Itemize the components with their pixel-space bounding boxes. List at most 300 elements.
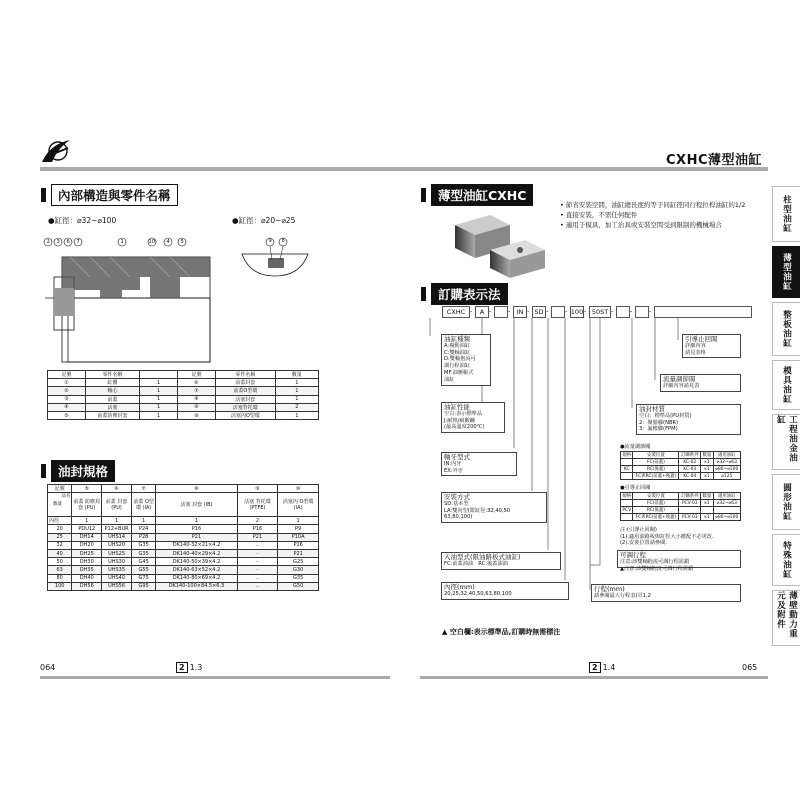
cell: x1 xyxy=(701,473,713,480)
cell: DH20 xyxy=(72,541,102,549)
balloon: 10 xyxy=(148,238,156,245)
chapter-ref: 1.4 xyxy=(602,663,616,672)
cell: ⌀32~⌀63 xyxy=(713,500,740,507)
cell: UHS40 xyxy=(102,574,132,582)
cell: UHS25 xyxy=(102,549,132,557)
table-row xyxy=(48,525,319,533)
cell: 1 xyxy=(275,395,318,403)
cell: 活塞 xyxy=(85,403,139,411)
balloon-labels-left xyxy=(47,239,197,247)
dash: - xyxy=(649,307,652,315)
spec-line: A:複動油缸 xyxy=(444,342,470,349)
chapter-chip: 2 xyxy=(176,662,188,673)
cell: ⌀125 xyxy=(713,473,740,480)
spec-title: 油封材質 xyxy=(639,405,665,413)
spec-mount xyxy=(441,492,547,523)
cell: UHS30 xyxy=(102,558,132,566)
spec-line: 空白：標準品(PU材質) xyxy=(639,412,692,419)
table-row xyxy=(621,514,741,521)
cell: － xyxy=(237,582,278,590)
diag-label: 數量 xyxy=(53,502,62,508)
cell: KC-04 xyxy=(679,473,701,480)
cross-section-drawing xyxy=(40,232,220,367)
order-code-segment xyxy=(551,306,568,318)
spec-line: IN:內牙 xyxy=(444,460,462,467)
th: 前蓋 O型環 (IA) xyxy=(131,493,155,517)
note-line: (2).安裝位置請參閱. xyxy=(620,540,667,546)
diag-label: 品名 xyxy=(61,494,71,500)
cell: 數量 xyxy=(702,494,712,499)
cell: ④ xyxy=(48,403,86,411)
spec-cushion-seal xyxy=(636,404,741,435)
dash: - xyxy=(508,307,511,315)
dash: - xyxy=(584,307,587,315)
cell: 80 xyxy=(48,574,72,582)
spec-line: 空白:表示標準品 xyxy=(444,410,483,417)
side-tab[interactable]: 模具油缸 xyxy=(772,360,800,410)
side-tab[interactable]: 工程油金油缸 xyxy=(772,414,800,470)
spec-title: 引導止回閥 xyxy=(685,335,718,343)
table-row xyxy=(48,379,319,387)
cell: 安裝位置 xyxy=(633,452,679,459)
footer-ref-left xyxy=(176,662,202,673)
cell: UHS56 xyxy=(102,582,132,590)
balloon: 9 xyxy=(268,237,272,244)
spec-line: 油缸 xyxy=(444,376,455,383)
table-row xyxy=(621,493,741,500)
spec-line: 請見表格 xyxy=(685,349,706,356)
cell: 63 xyxy=(48,566,72,574)
side-tab[interactable]: 薄壁動力重元及附件 xyxy=(772,590,800,646)
th xyxy=(140,371,178,379)
th: 活塞 背托環 (PTFE) xyxy=(237,493,278,517)
cell: FC與RC(前蓋+後蓋) xyxy=(633,514,679,521)
cell: 規格 xyxy=(622,453,632,458)
cell: 適用油缸 xyxy=(713,493,740,500)
cell: 數量 xyxy=(702,453,712,458)
spec-line: EX:外牙 xyxy=(444,467,463,474)
chapter-ref: 1.3 xyxy=(189,663,203,672)
check-valve-table xyxy=(620,492,741,521)
spec-title: 安裝方式 xyxy=(444,493,470,501)
th: 零件名稱 xyxy=(216,371,276,379)
spec-title: 行程(mm) xyxy=(594,585,625,593)
cell: RC(後蓋) xyxy=(633,507,679,514)
check-table-title: ●引導止回閥 xyxy=(620,485,651,491)
cell xyxy=(621,459,633,466)
cell: 2 xyxy=(275,403,318,411)
flow-valve-table xyxy=(620,451,741,480)
cell: － xyxy=(237,566,278,574)
cell: 軸心 xyxy=(85,387,139,395)
order-code-segment xyxy=(654,306,752,318)
cell: 1 xyxy=(140,403,178,411)
spec-line: 3：氟橡膠(FPM) xyxy=(639,426,678,433)
cell: 1 xyxy=(140,379,178,387)
table-row xyxy=(48,541,319,549)
cell: FC(前蓋) xyxy=(633,500,679,507)
cell: ⑤ xyxy=(48,411,86,419)
cell: 1 xyxy=(156,517,237,525)
cell: FC(前蓋) xyxy=(633,459,679,466)
spec-title: 軸牙型式 xyxy=(444,453,470,461)
cell: 1 xyxy=(131,517,155,525)
cell: G50 xyxy=(278,582,319,590)
th: 活塞內 O型環 (IA) xyxy=(278,493,319,517)
page-number-left: 064 xyxy=(40,663,56,672)
cell: － xyxy=(237,558,278,566)
spec-line: LA:雙向型(限缸徑:32,40,50 xyxy=(444,507,511,514)
chapter-chip: 2 xyxy=(589,662,601,673)
order-code-segment: SD xyxy=(532,306,546,318)
cell: DK140-63×52×4.2 xyxy=(156,566,237,574)
cell: 50 xyxy=(48,558,72,566)
dash: - xyxy=(611,307,614,315)
cell: 前蓋O型環 xyxy=(216,387,276,395)
cell: ⑩ xyxy=(178,411,216,419)
table-row xyxy=(48,549,319,557)
parts-table xyxy=(47,370,319,420)
cell: 1 xyxy=(140,395,178,403)
footer-rule-right xyxy=(420,676,768,679)
bore-label-large xyxy=(48,215,116,226)
cell: 前蓋 xyxy=(85,395,139,403)
balloon: 7 xyxy=(76,238,80,245)
cell: G35 xyxy=(278,574,319,582)
th: ⑨ xyxy=(237,485,278,493)
cell: UHS14 xyxy=(102,533,132,541)
cell: ⑥ xyxy=(178,379,216,387)
spec-line: FC:前蓋油油 RC:後蓋油油 xyxy=(444,560,508,567)
cell: ② xyxy=(48,387,86,395)
spec-guide xyxy=(682,334,741,358)
table-row xyxy=(48,403,319,411)
note-line: (1).適用油路板與缸徑大小應配不必更改. xyxy=(620,533,714,540)
spec-title: 可調行程 xyxy=(620,551,646,559)
cell: ⑧ xyxy=(178,395,216,403)
dash: - xyxy=(630,307,633,315)
th: ⑥ xyxy=(102,485,132,493)
cell: ① xyxy=(48,379,86,387)
cell: G35 xyxy=(131,549,155,557)
dash: - xyxy=(527,307,530,315)
table-header-row xyxy=(48,485,319,493)
cell: 規格 xyxy=(622,494,632,499)
cell: G55 xyxy=(131,566,155,574)
section-title: 油封規格 xyxy=(51,460,115,482)
cell: DK140-100×84.5×6.3 xyxy=(156,582,237,590)
spec-line: MF:油壓帳式 xyxy=(444,369,474,376)
order-code-segment: IN xyxy=(513,306,527,318)
cell: 安裝位置 xyxy=(633,493,679,500)
spec-perf xyxy=(441,402,505,433)
table-row xyxy=(48,582,319,590)
cell xyxy=(621,473,633,480)
table-row xyxy=(48,574,319,582)
th: ⑦ xyxy=(131,485,155,493)
cell: 2 xyxy=(237,517,278,525)
feature-list xyxy=(560,200,750,230)
cell: 1 xyxy=(278,517,319,525)
spec-title: 油缸種類 xyxy=(444,335,470,343)
table-row xyxy=(621,466,741,473)
diag-cell xyxy=(48,493,72,517)
cell: DH25 xyxy=(72,549,102,557)
spec-line: (最高溫度200℃) xyxy=(444,424,485,431)
cell: 適用油缸 xyxy=(713,452,740,459)
bullet: ● xyxy=(232,216,239,225)
cell: DH40 xyxy=(72,574,102,582)
section-cxhc xyxy=(421,184,533,206)
cell: ⑨ xyxy=(178,403,216,411)
cell: 1 xyxy=(72,517,102,525)
cell: PDU12 xyxy=(72,525,102,533)
cell: P21 xyxy=(156,533,237,541)
cell: ③ xyxy=(48,395,86,403)
spec-stroke xyxy=(591,584,741,602)
cell: P16 xyxy=(237,525,278,533)
table-row xyxy=(48,566,319,574)
cell: G95 xyxy=(131,582,155,590)
warn-note: ▲注意:該雙軸抱流可調行程需鎖 xyxy=(620,566,694,572)
page-title: CXHC薄型油缸 xyxy=(666,153,762,168)
spec-title: 流量調節閥 xyxy=(663,375,696,383)
cell: － xyxy=(237,549,278,557)
table-header-row xyxy=(48,371,319,379)
cell: 前蓋封套 xyxy=(216,379,276,387)
header-rule xyxy=(40,167,768,171)
dash: - xyxy=(489,307,492,315)
small-bore-drawing xyxy=(240,234,310,284)
th: ⑧ xyxy=(156,485,237,493)
table-row xyxy=(48,558,319,566)
th: 活塞 封套 (IB) xyxy=(156,493,237,517)
section-bar xyxy=(41,188,46,202)
table-row xyxy=(621,473,741,480)
side-tab[interactable]: 特殊油缸 xyxy=(772,534,800,586)
table-header-row xyxy=(48,493,319,517)
th: 記號 xyxy=(48,485,72,493)
qty-row xyxy=(48,517,319,525)
th: 記號 xyxy=(48,371,86,379)
cell: G75 xyxy=(131,574,155,582)
cell: x1 xyxy=(701,514,713,521)
section-bar xyxy=(41,464,46,478)
order-code-segment xyxy=(494,306,511,318)
cell: P12+BUR xyxy=(102,525,132,533)
cell: 100 xyxy=(48,582,72,590)
cell: x1 xyxy=(701,466,713,473)
cell xyxy=(679,507,701,514)
feature-text: 直接安裝，不需任何配件 xyxy=(565,211,638,219)
spec-thread xyxy=(441,452,517,476)
table-row xyxy=(48,387,319,395)
cell: 25 xyxy=(48,533,72,541)
cell: 訂購系列 xyxy=(679,493,701,500)
cell: 32 xyxy=(48,541,72,549)
cell: KC-02 xyxy=(679,459,701,466)
table-row xyxy=(621,452,741,459)
th: 前蓋 防塵封套 (PU) xyxy=(72,493,102,517)
side-tab[interactable]: 整板油缸 xyxy=(772,302,800,356)
cell: DK140-80×69×4.2 xyxy=(156,574,237,582)
cell: ⌀32~⌀63 xyxy=(713,459,740,466)
seal-table xyxy=(47,484,319,591)
cell: x1 xyxy=(701,459,713,466)
spec-line: J:耐熱/耐酸鹼 xyxy=(444,417,475,424)
cell: DK140-32×21×4.2 xyxy=(156,541,237,549)
spec-flow xyxy=(660,374,741,392)
cell: 活塞背托環 xyxy=(216,403,276,411)
feature-item: • 適用于模具，加工治具或安裝空間受到限制的機械場合 xyxy=(560,221,722,229)
product-photo xyxy=(450,210,550,280)
footer-rule-left xyxy=(40,676,390,679)
section-bar xyxy=(421,188,426,202)
flow-table-title: ●流量調節閥 xyxy=(620,444,651,450)
side-tab[interactable]: 圓形油缸 xyxy=(772,474,800,530)
cell: x1 xyxy=(701,500,713,507)
cell: DK140-50×39×4.2 xyxy=(156,558,237,566)
cell xyxy=(701,507,713,514)
order-code-segment xyxy=(635,306,652,318)
cell: G30 xyxy=(278,566,319,574)
dash: - xyxy=(565,307,568,315)
cell: PCV-03 xyxy=(679,500,701,507)
cell: G25 xyxy=(278,558,319,566)
feature-text: 節省安裝空間，油缸總長度約等于同缸徑同行程拉桿油缸的1/2 xyxy=(565,201,746,209)
cell: P28 xyxy=(131,533,155,541)
balloon: 6 xyxy=(66,238,70,245)
spec-title: 入油型式(限油路板式油缸) xyxy=(444,553,521,561)
section-seal-spec xyxy=(41,460,115,482)
cell: 1 xyxy=(275,379,318,387)
cell: 1 xyxy=(275,387,318,395)
th: 前蓋 封套 (PU) xyxy=(102,493,132,517)
cell: G45 xyxy=(131,558,155,566)
cell xyxy=(621,514,633,521)
section-bar xyxy=(421,287,426,301)
cell: ⌀80~⌀100 xyxy=(713,514,740,521)
cell: P21 xyxy=(237,533,278,541)
spec-line: D:雙軸抱流可 xyxy=(444,356,476,363)
cell: PCV xyxy=(622,507,632,513)
table-row xyxy=(48,395,319,403)
spec-line: 詳細內容 xyxy=(685,342,706,349)
cell: ⑦ xyxy=(178,387,216,395)
cell: P21 xyxy=(278,549,319,557)
spec-line: C:雙軸油缸 xyxy=(444,349,471,356)
dash: - xyxy=(470,307,473,315)
spec-line: SD:基本型 xyxy=(444,500,469,507)
cell: 1 xyxy=(140,411,178,419)
feature-item: • 直接安裝，不需任何配件 xyxy=(560,211,638,219)
cell: P9 xyxy=(278,525,319,533)
feature-item: • 節省安裝空間，油缸總長度約等于同缸徑同行程拉桿油缸的1/2 xyxy=(560,201,746,209)
cell: － xyxy=(237,574,278,582)
cell: UHS35 xyxy=(102,566,132,574)
cell: 20 xyxy=(48,525,72,533)
section-title: 訂購表示法 xyxy=(431,283,508,305)
table-row xyxy=(48,533,319,541)
cell: PCV-03 xyxy=(679,514,701,521)
spec-line: 63,80,100) xyxy=(444,514,473,521)
balloon: 8 xyxy=(281,237,285,244)
bullet: ● xyxy=(48,216,55,225)
cell: DH35 xyxy=(72,566,102,574)
table-row xyxy=(48,411,319,419)
logo xyxy=(40,138,74,164)
th: ⑤ xyxy=(72,485,102,493)
spec-line: 調行程油缸 xyxy=(444,363,470,370)
cell: 活塞封套 xyxy=(216,395,276,403)
balloon: 1 xyxy=(120,238,124,245)
side-tab[interactable]: 柱型油缸 xyxy=(772,186,800,242)
footer-ref-right xyxy=(589,662,615,673)
spec-line: 注意:該雙軸抱流可調行程需鎖 xyxy=(620,558,690,565)
spec-line: 請參閱最大行程表(頁1.2 xyxy=(594,592,651,599)
balloon: 3 xyxy=(56,238,60,245)
dash: - xyxy=(546,307,549,315)
cell: FC與RC(前蓋+後蓋) xyxy=(633,473,679,480)
feature-text: 適用于模具，加工治具或安裝空間受到限制的機械場合 xyxy=(565,221,722,229)
balloon: 2 xyxy=(46,238,50,245)
order-code-segment xyxy=(616,306,633,318)
page-number-right: 065 xyxy=(742,663,758,672)
cell: DH30 xyxy=(72,558,102,566)
spec-port xyxy=(441,552,561,570)
cell: 缸體 xyxy=(85,379,139,387)
cell: G35 xyxy=(131,541,155,549)
bore-text: 缸徑：⌀32~⌀100 xyxy=(54,216,117,225)
diag-label: 內徑 xyxy=(48,517,72,525)
cell: － xyxy=(237,541,278,549)
spec-bore xyxy=(441,582,569,600)
th: 零件名稱 xyxy=(85,371,139,379)
section-title: 內部構造與零件名稱 xyxy=(51,184,178,206)
section-order xyxy=(421,283,508,305)
spec-line: 20,25,32,40,50,63,80,100 xyxy=(444,590,512,597)
cell: KC xyxy=(621,466,633,473)
cell: 1 xyxy=(102,517,132,525)
cell: DH14 xyxy=(72,533,102,541)
th: 數量 xyxy=(275,371,318,379)
section-title: 薄型油缸CXHC xyxy=(431,184,533,206)
table-row xyxy=(621,500,741,507)
cell: 1 xyxy=(275,411,318,419)
spec-type xyxy=(441,334,491,386)
order-code-segment: CXHC xyxy=(442,306,470,318)
order-code-segment: A xyxy=(475,306,489,318)
cell: P10A xyxy=(278,533,319,541)
cell: RC(後蓋) xyxy=(633,466,679,473)
cell xyxy=(713,507,740,514)
order-code-segment: 100 xyxy=(570,308,584,316)
bottom-note: ▲ 空白欄:表示標準品,訂購時無需標注 xyxy=(442,628,561,636)
cell: DH56 xyxy=(72,582,102,590)
notes xyxy=(620,527,714,547)
order-code-segment: 50ST xyxy=(589,306,611,318)
cell: KC-03 xyxy=(679,466,701,473)
cell: 前蓋防塵封套 xyxy=(85,411,139,419)
spec-line: 2：聚腈膠(NBR) xyxy=(639,419,679,426)
cell: 訂購系列 xyxy=(679,452,701,459)
cell: P16 xyxy=(156,525,237,533)
bore-text: 缸徑：⌀20~⌀25 xyxy=(238,216,296,225)
th: 記號 xyxy=(178,371,216,379)
balloon: 4 xyxy=(166,238,170,245)
spec-title: 內徑(mm) xyxy=(444,583,475,591)
side-tab[interactable]: 薄型油缸 xyxy=(772,246,800,298)
